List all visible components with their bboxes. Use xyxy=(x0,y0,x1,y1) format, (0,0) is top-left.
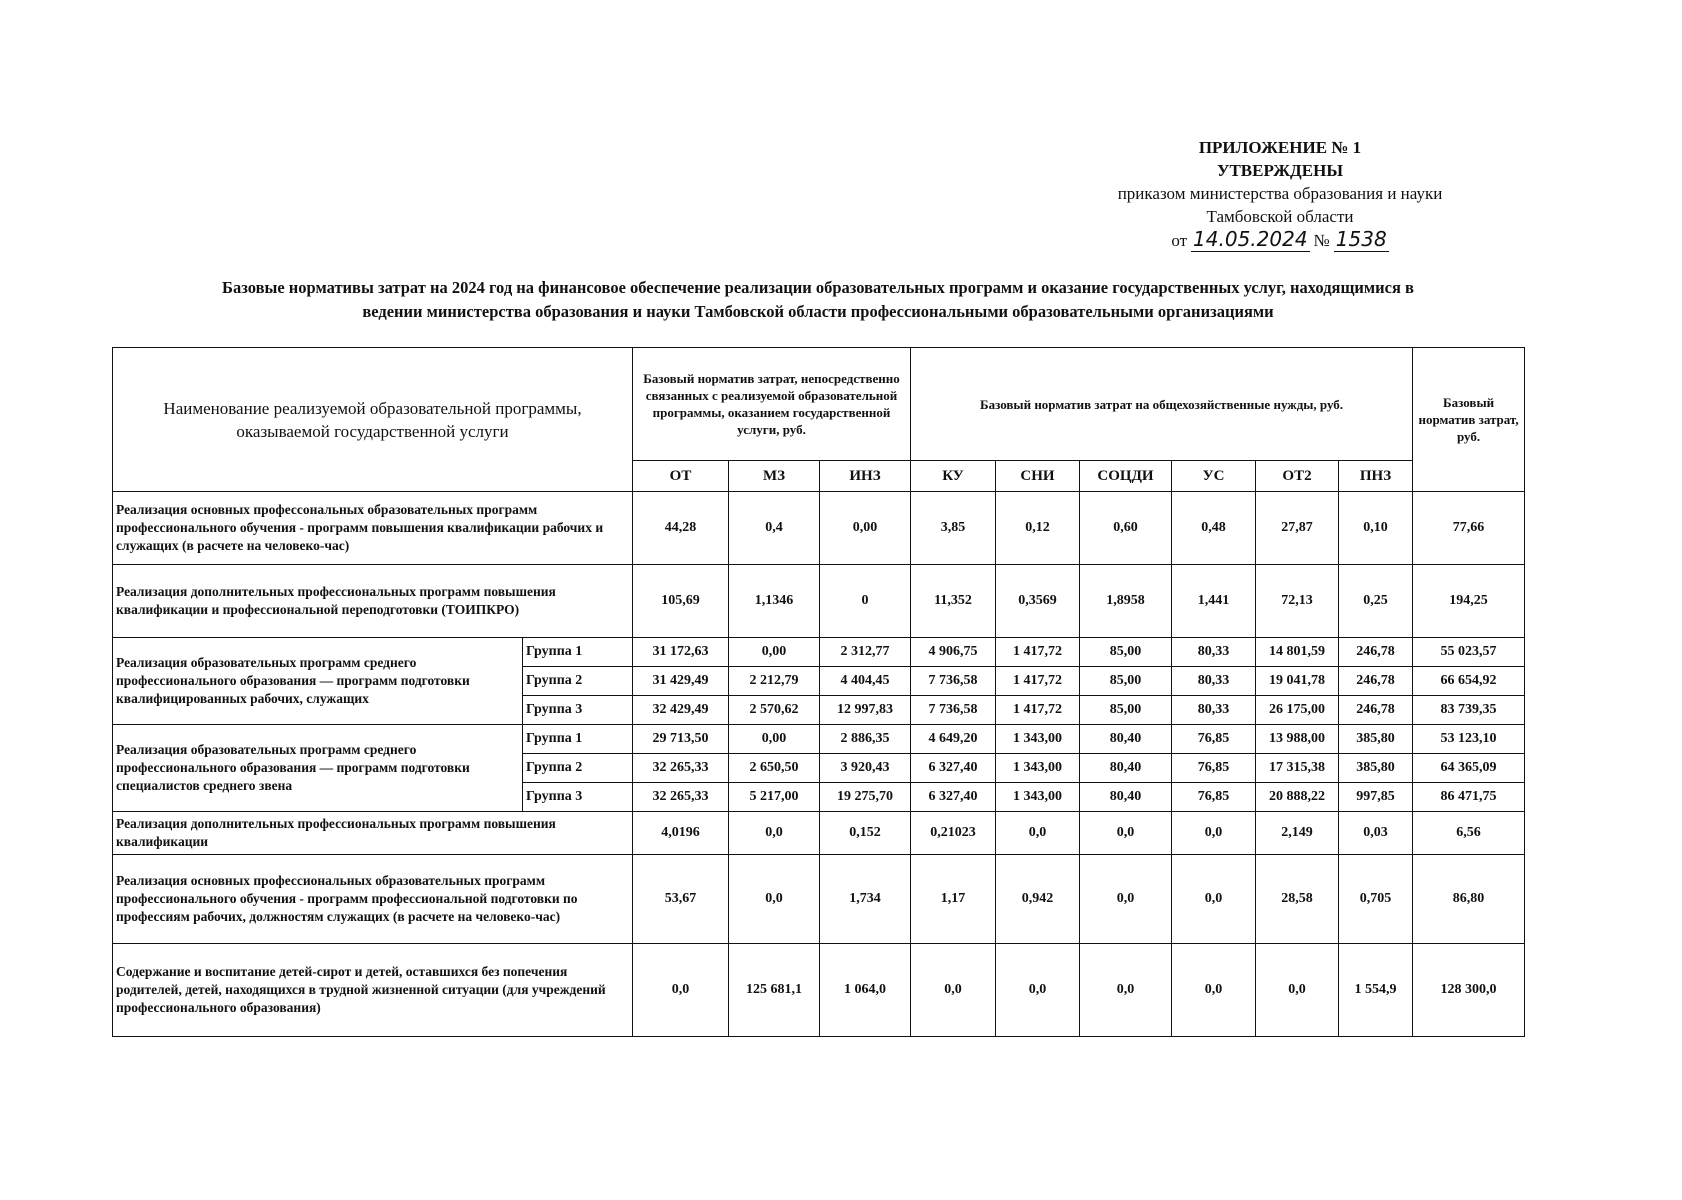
cell-ot: 4,0196 xyxy=(633,812,729,855)
cell-sni: 0,0 xyxy=(996,944,1080,1037)
cell-sni: 1 343,00 xyxy=(996,725,1080,754)
row-label: Реализация образовательных программ среднего профессионального образования — программ подготовки специалистов среднего звена xyxy=(113,725,523,812)
cell-mz: 2 570,62 xyxy=(729,696,820,725)
handwritten-order-number: 1538 xyxy=(1335,227,1387,251)
title-line-1: Базовые нормативы затрат на 2024 год на финансовое обеспечение реализации образовательных программ и оказание государственных услуг, находящимися в xyxy=(222,278,1414,297)
cell-socdi: 85,00 xyxy=(1080,638,1172,667)
cell-total: 86,80 xyxy=(1413,855,1525,944)
cell-total: 53 123,10 xyxy=(1413,725,1525,754)
table-row xyxy=(113,944,1525,1037)
cell-ot2: 14 801,59 xyxy=(1256,638,1339,667)
cell-mz: 5 217,00 xyxy=(729,783,820,812)
cell-pnz: 246,78 xyxy=(1339,696,1413,725)
table-row xyxy=(113,638,1525,667)
cell-ot2: 72,13 xyxy=(1256,565,1339,638)
appendix-number: ПРИЛОЖЕНИЕ № 1 xyxy=(1198,138,1362,157)
cell-socdi: 80,40 xyxy=(1080,783,1172,812)
cell-sni: 1 417,72 xyxy=(996,638,1080,667)
cell-us: 1,441 xyxy=(1172,565,1256,638)
row-label: Содержание и воспитание детей-сирот и детей, оставшихся без попечения родителей, детей, находящихся в трудной жизненной ситуации (для учреждений профессионального образования) xyxy=(113,944,633,1037)
cell-ot2: 20 888,22 xyxy=(1256,783,1339,812)
table-row xyxy=(113,812,1525,855)
cell-ot2: 26 175,00 xyxy=(1256,696,1339,725)
row-label: Реализация дополнительных профессиональных программ повышения квалификации xyxy=(113,812,633,855)
cell-ot: 32 265,33 xyxy=(633,783,729,812)
cell-ot: 29 713,50 xyxy=(633,725,729,754)
cell-pnz: 246,78 xyxy=(1339,667,1413,696)
cost-norms-table xyxy=(112,347,1525,1037)
cell-ot2: 17 315,38 xyxy=(1256,754,1339,783)
cell-ot2: 2,149 xyxy=(1256,812,1339,855)
cell-pnz: 0,705 xyxy=(1339,855,1413,944)
group-label: Группа 3 xyxy=(523,783,633,812)
cell-ot: 105,69 xyxy=(633,565,729,638)
cell-us: 76,85 xyxy=(1172,725,1256,754)
cell-us: 80,33 xyxy=(1172,638,1256,667)
handwritten-date: 14.05.2024 xyxy=(1193,227,1308,251)
group-label: Группа 1 xyxy=(523,638,633,667)
cell-mz: 0,0 xyxy=(729,855,820,944)
cell-us: 76,85 xyxy=(1172,783,1256,812)
cell-socdi: 85,00 xyxy=(1080,696,1172,725)
cell-total: 86 471,75 xyxy=(1413,783,1525,812)
group-label: Группа 2 xyxy=(523,754,633,783)
cell-us: 80,33 xyxy=(1172,696,1256,725)
cell-inz: 1 064,0 xyxy=(820,944,911,1037)
cell-socdi: 0,0 xyxy=(1080,855,1172,944)
cell-pnz: 0,25 xyxy=(1339,565,1413,638)
cell-sni: 1 417,72 xyxy=(996,696,1080,725)
cell-total: 77,66 xyxy=(1413,492,1525,565)
col-pnz: ПНЗ xyxy=(1339,461,1413,492)
table-row xyxy=(113,725,1525,754)
cell-ku: 1,17 xyxy=(911,855,996,944)
cell-ot: 53,67 xyxy=(633,855,729,944)
approved-heading: УТВЕРЖДЕНЫ xyxy=(1216,161,1344,180)
cell-socdi: 0,0 xyxy=(1080,812,1172,855)
cell-pnz: 1 554,9 xyxy=(1339,944,1413,1037)
cell-sni: 1 417,72 xyxy=(996,667,1080,696)
cell-sni: 0,942 xyxy=(996,855,1080,944)
cell-sni: 0,3569 xyxy=(996,565,1080,638)
cell-socdi: 80,40 xyxy=(1080,725,1172,754)
cell-ot: 31 172,63 xyxy=(633,638,729,667)
cell-ot2: 13 988,00 xyxy=(1256,725,1339,754)
row-label: Реализация основных профессональных образовательных программ профессионального обучения - программ повышения квалификации рабочих и служащих (в расчете на человеко-час) xyxy=(113,492,633,565)
cell-total: 6,56 xyxy=(1413,812,1525,855)
cell-mz: 0,00 xyxy=(729,638,820,667)
cell-pnz: 0,03 xyxy=(1339,812,1413,855)
cell-ot: 32 429,49 xyxy=(633,696,729,725)
cell-mz: 0,0 xyxy=(729,812,820,855)
cell-inz: 4 404,45 xyxy=(820,667,911,696)
cell-inz: 12 997,83 xyxy=(820,696,911,725)
col-socdi: СОЦДИ xyxy=(1080,461,1172,492)
col-ku: КУ xyxy=(911,461,996,492)
cell-total: 66 654,92 xyxy=(1413,667,1525,696)
cell-inz: 2 886,35 xyxy=(820,725,911,754)
cell-socdi: 0,60 xyxy=(1080,492,1172,565)
cell-ku: 7 736,58 xyxy=(911,667,996,696)
order-date-line xyxy=(1171,228,1388,252)
cell-total: 64 365,09 xyxy=(1413,754,1525,783)
cell-ot2: 0,0 xyxy=(1256,944,1339,1037)
cell-us: 80,33 xyxy=(1172,667,1256,696)
cell-inz: 2 312,77 xyxy=(820,638,911,667)
cell-pnz: 385,80 xyxy=(1339,725,1413,754)
col-ot2: ОТ2 xyxy=(1256,461,1339,492)
order-issuer: приказом министерства образования и науки xyxy=(1117,184,1443,203)
cell-socdi: 85,00 xyxy=(1080,667,1172,696)
cell-ku: 6 327,40 xyxy=(911,783,996,812)
cell-ot2: 27,87 xyxy=(1256,492,1339,565)
approval-block xyxy=(1060,136,1500,252)
cell-ku: 3,85 xyxy=(911,492,996,565)
cell-inz: 0,00 xyxy=(820,492,911,565)
cell-socdi: 0,0 xyxy=(1080,944,1172,1037)
cell-pnz: 246,78 xyxy=(1339,638,1413,667)
header-general-costs: Базовый норматив затрат на общехозяйственные нужды, руб. xyxy=(911,348,1413,461)
cell-us: 0,0 xyxy=(1172,944,1256,1037)
cell-sni: 1 343,00 xyxy=(996,754,1080,783)
cell-inz: 1,734 xyxy=(820,855,911,944)
number-prefix: № xyxy=(1313,231,1330,250)
cell-mz: 1,1346 xyxy=(729,565,820,638)
cell-inz: 0 xyxy=(820,565,911,638)
cell-sni: 1 343,00 xyxy=(996,783,1080,812)
cell-total: 55 023,57 xyxy=(1413,638,1525,667)
cell-us: 0,0 xyxy=(1172,855,1256,944)
region-name: Тамбовской области xyxy=(1206,207,1354,226)
cell-us: 0,0 xyxy=(1172,812,1256,855)
document-title xyxy=(118,276,1518,324)
cell-mz: 0,4 xyxy=(729,492,820,565)
table-row xyxy=(113,565,1525,638)
header-direct-costs: Базовый норматив затрат, непосредственно связанных с реализуемой образовательной программы, оказанием государственной услуги, руб. xyxy=(633,348,911,461)
cell-ku: 6 327,40 xyxy=(911,754,996,783)
cell-total: 194,25 xyxy=(1413,565,1525,638)
cell-ku: 4 906,75 xyxy=(911,638,996,667)
cell-ku: 7 736,58 xyxy=(911,696,996,725)
cell-ku: 0,21023 xyxy=(911,812,996,855)
cell-ot: 44,28 xyxy=(633,492,729,565)
cell-sni: 0,12 xyxy=(996,492,1080,565)
cell-inz: 0,152 xyxy=(820,812,911,855)
cell-mz: 125 681,1 xyxy=(729,944,820,1037)
cell-socdi: 80,40 xyxy=(1080,754,1172,783)
title-line-2: ведении министерства образования и науки Тамбовской области профессиональными образовательными организациями xyxy=(362,302,1274,321)
cell-ku: 0,0 xyxy=(911,944,996,1037)
header-total-norm: Базовый норматив затрат, руб. xyxy=(1413,348,1525,492)
cell-ot2: 28,58 xyxy=(1256,855,1339,944)
cell-ot: 32 265,33 xyxy=(633,754,729,783)
cell-ot2: 19 041,78 xyxy=(1256,667,1339,696)
cell-inz: 19 275,70 xyxy=(820,783,911,812)
cell-pnz: 385,80 xyxy=(1339,754,1413,783)
cell-socdi: 1,8958 xyxy=(1080,565,1172,638)
header-program-name: Наименование реализуемой образовательной программы, оказываемой государственной услуги xyxy=(113,348,633,492)
col-us: УС xyxy=(1172,461,1256,492)
cell-ku: 4 649,20 xyxy=(911,725,996,754)
cell-mz: 2 650,50 xyxy=(729,754,820,783)
col-sni: СНИ xyxy=(996,461,1080,492)
row-label: Реализация основных профессиональных образовательных программ профессионального обучения - программ профессиональной подготовки по профессиям рабочих, должностям служащих (в расчете на человеко-час) xyxy=(113,855,633,944)
cell-inz: 3 920,43 xyxy=(820,754,911,783)
cell-total: 128 300,0 xyxy=(1413,944,1525,1037)
cell-pnz: 997,85 xyxy=(1339,783,1413,812)
col-mz: МЗ xyxy=(729,461,820,492)
header-row-top xyxy=(113,348,1525,461)
cell-ot: 31 429,49 xyxy=(633,667,729,696)
table-row xyxy=(113,492,1525,565)
group-label: Группа 1 xyxy=(523,725,633,754)
cell-ku: 11,352 xyxy=(911,565,996,638)
group-label: Группа 2 xyxy=(523,667,633,696)
row-label: Реализация дополнительных профессиональных программ повышения квалификации и профессиональной переподготовки (ТОИПКРО) xyxy=(113,565,633,638)
cell-us: 0,48 xyxy=(1172,492,1256,565)
table-row xyxy=(113,855,1525,944)
group-label: Группа 3 xyxy=(523,696,633,725)
col-ot: ОТ xyxy=(633,461,729,492)
cell-pnz: 0,10 xyxy=(1339,492,1413,565)
cell-sni: 0,0 xyxy=(996,812,1080,855)
cell-us: 76,85 xyxy=(1172,754,1256,783)
cell-mz: 2 212,79 xyxy=(729,667,820,696)
cell-total: 83 739,35 xyxy=(1413,696,1525,725)
col-inz: ИНЗ xyxy=(820,461,911,492)
cell-mz: 0,00 xyxy=(729,725,820,754)
row-label: Реализация образовательных программ среднего профессионального образования — программ подготовки квалифицированных рабочих, служащих xyxy=(113,638,523,725)
date-prefix: от xyxy=(1171,231,1188,250)
cell-ot: 0,0 xyxy=(633,944,729,1037)
